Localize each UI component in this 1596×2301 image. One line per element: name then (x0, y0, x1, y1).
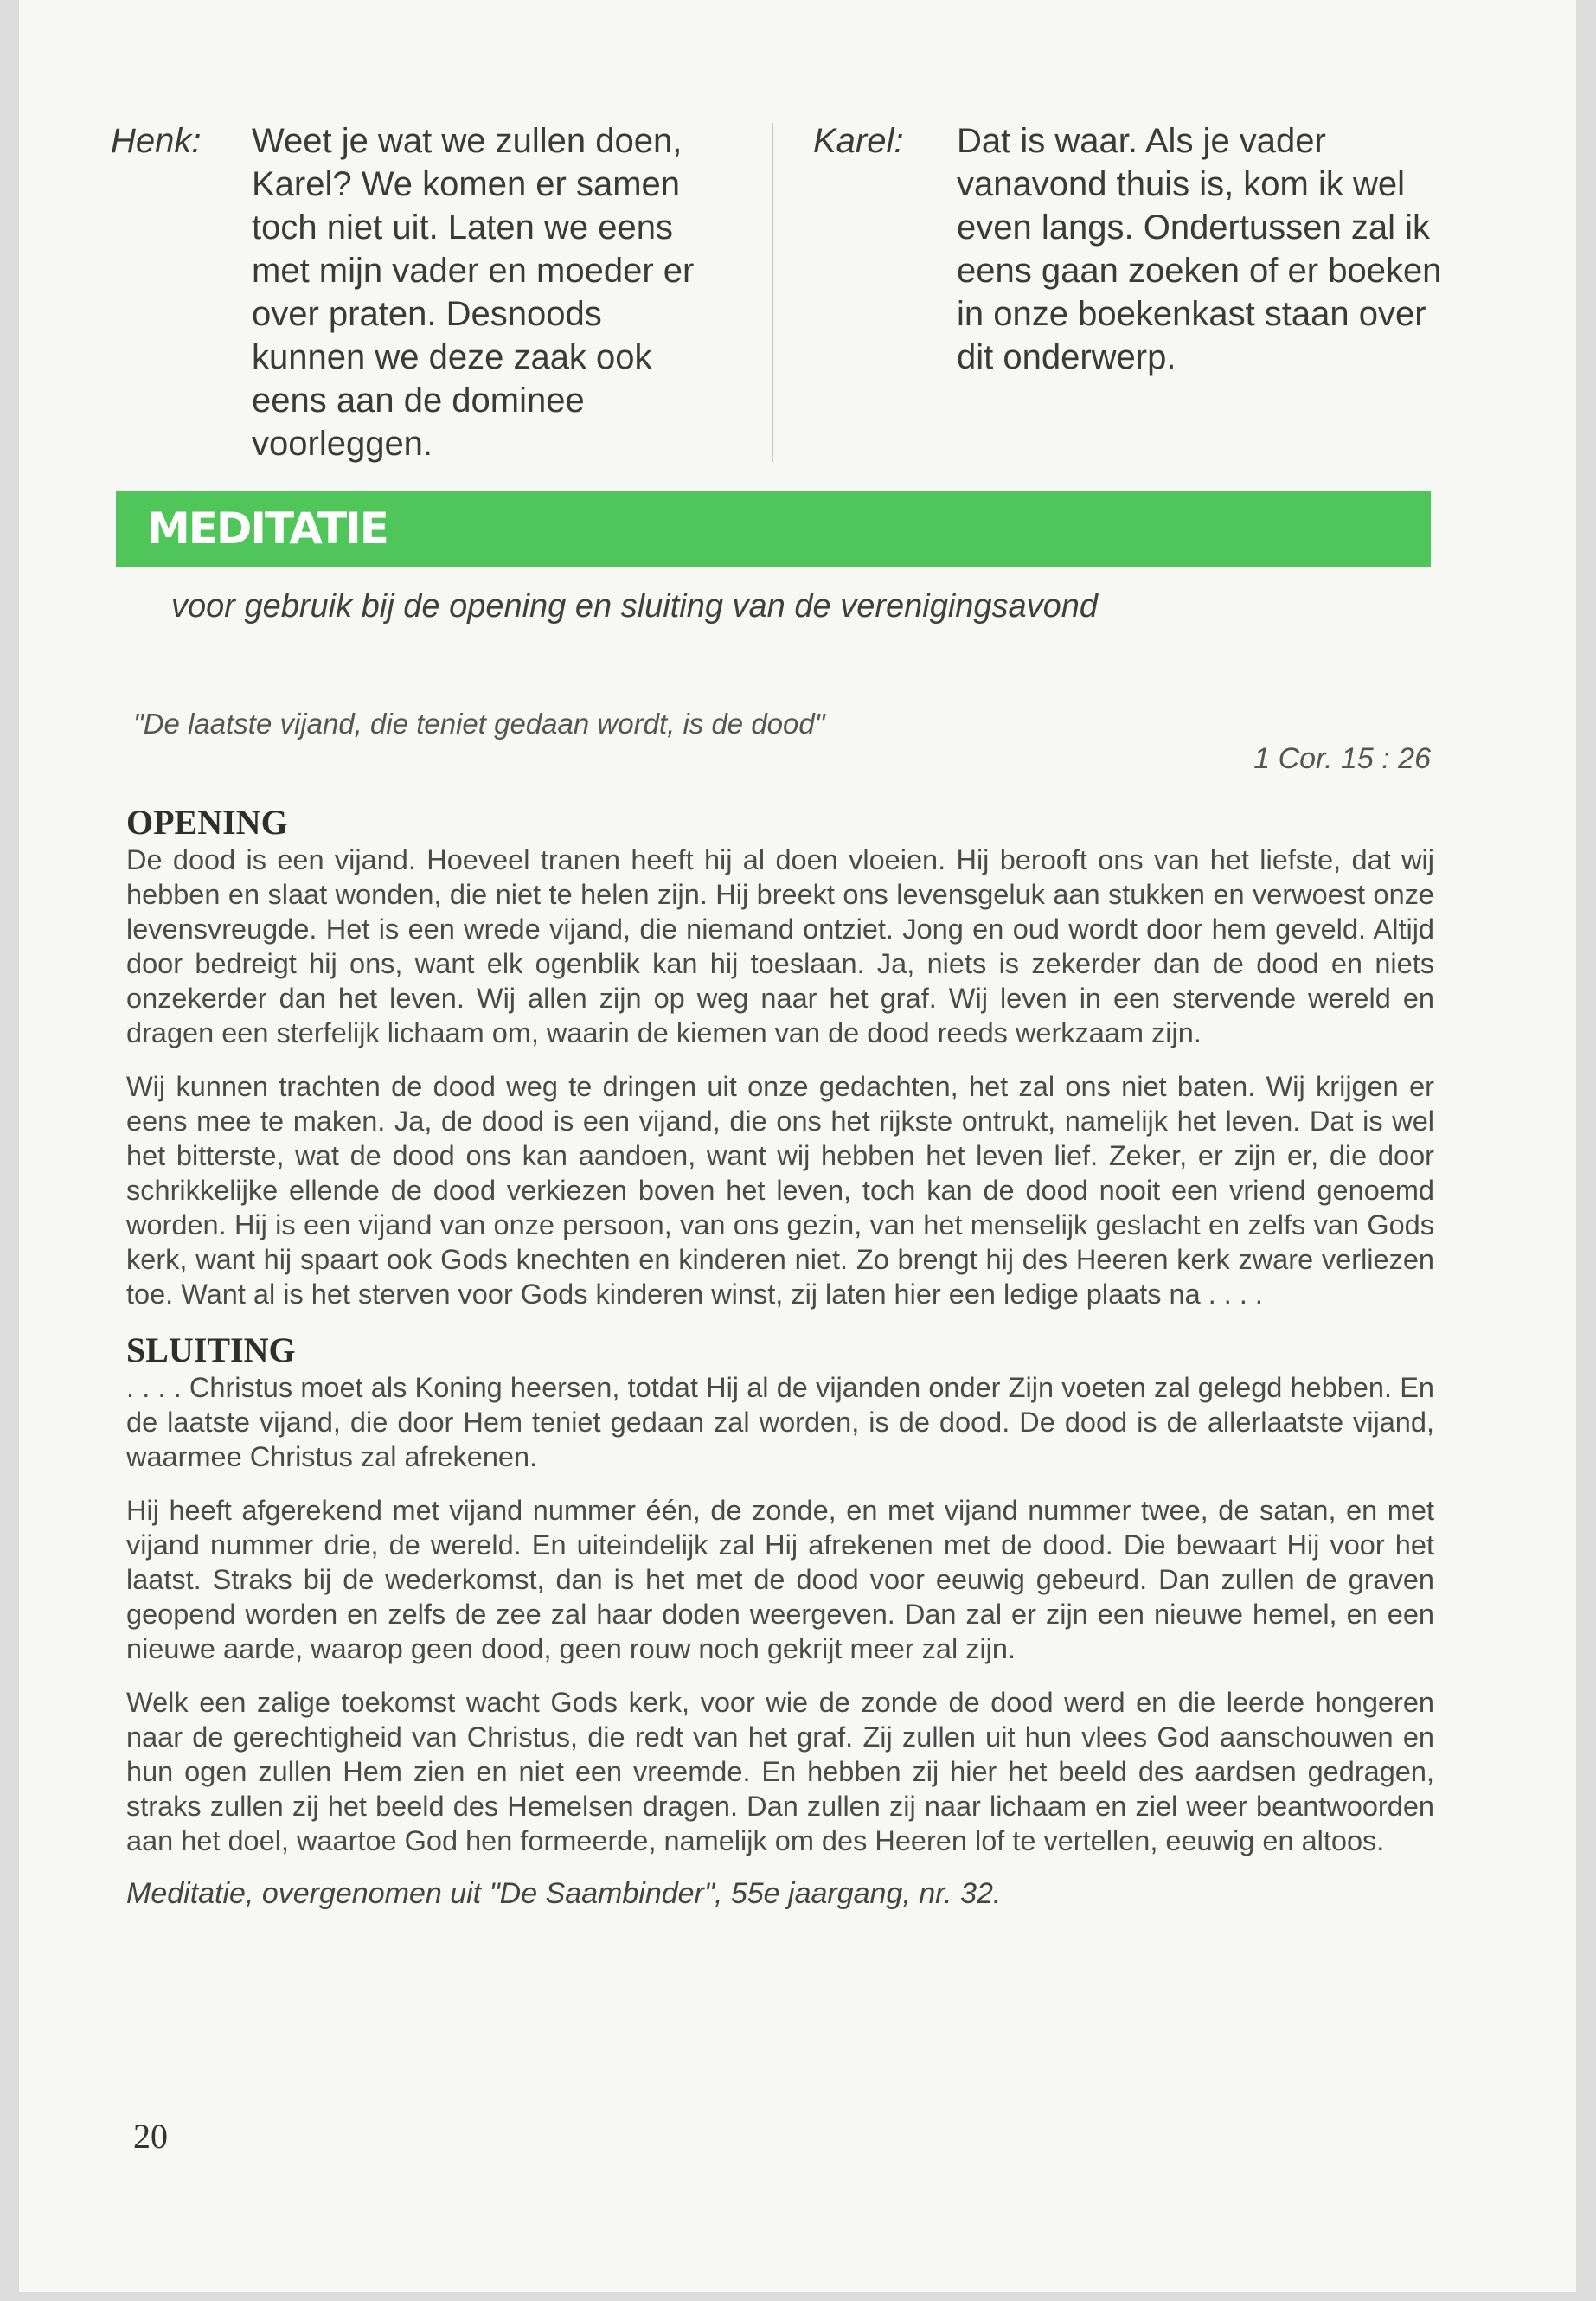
opening-heading: OPENING (126, 803, 288, 842)
page-number: 20 (133, 2117, 168, 2156)
paragraph: Welk een zalige toekomst wacht Gods kerk, voor wie de zonde de dood werd en die leerde hongeren naar de gerechtigheid van Christus, die redt van het graf. Zij zullen uit hun vlees God aanschouwen en hun ogen zullen Hem zien en niet een vreemde. En hebben zij hier het beeld des aardsen gedragen, straks zullen zij het beeld des Hemelsen dragen. Dan zullen zij naar lichaam en ziel weer beantwoorden aan het doel, waartoe God hen formeerde, namelijk om des Heeren lof te vertellen, eeuwig en altoos. (126, 1687, 1434, 1856)
speech-text: Weet je wat we zullen doen, Karel? We komen er samen toch niet uit. Laten we eens met mijn vader en moeder er over praten. Desnoods kunnen we deze zaak ook eens aan de dominee voorleggen. (252, 122, 695, 463)
bible-reference: 1 Cor. 15 : 26 (1253, 742, 1431, 775)
sluiting-heading: SLUITING (126, 1330, 296, 1369)
speaker-label: Henk: (111, 122, 202, 160)
banner-title: MEDITATIE (147, 503, 388, 554)
source-credit: Meditatie, overgenomen uit "De Saambinder", 55e jaargang, nr. 32. (126, 1877, 1002, 1910)
paragraph: . . . . Christus moet als Koning heersen, totdat Hij al de vijanden onder Zijn voeten zal gelegd hebben. En de laatste vijand, die door Hem teniet gedaan zal worden, is de dood. De dood is de allerlaatste vijand, waarmee Christus zal afrekenen. (126, 1372, 1434, 1472)
section-banner (116, 491, 1431, 567)
column-divider (772, 123, 773, 462)
meditation-body (126, 803, 1434, 1911)
dialogue-section (19, 119, 1576, 465)
paragraph: De dood is een vijand. Hoeveel tranen heeft hij al doen vloeien. Hij berooft ons van het liefste, dat wij hebben en slaat wonden, die niet te helen zijn. Hij breekt ons levensgeluk aan stukken en verwoest onze levensvreugde. Het is een wrede vijand, die niemand ontziet. Jong en oud wordt door hem geveld. Altijd door bedreigt hij ons, want elk ogenblik kan hij toeslaan. Ja, niets is zekerder dan de dood en niets onzekerder dan het leven. Wij allen zijn op weg naar het graf. Wij leven in een stervende wereld en dragen een sterfelijk lichaam om, waarin de kiemen van de dood reeds werkzaam zijn. (126, 844, 1434, 1048)
paragraph: Hij heeft afgerekend met vijand nummer één, de zonde, en met vijand nummer twee, de satan, en met vijand nummer drie, de wereld. En uiteindelijk zal Hij afrekenen met de dood. Die bewaart Hij voor het laatst. Straks bij de wederkomst, dan is het met de dood voor eeuwig gebeurd. Dan zullen de graven geopend worden en zelfs de zee zal haar doden weergeven. Dan zal er zijn een nieuwe hemel, en een nieuwe aarde, waarop geen dood, geen rouw noch gekrijt meer zal zijn. (126, 1495, 1434, 1664)
paragraph: Wij kunnen trachten de dood weg te dringen uit onze gedachten, het zal ons niet baten. Wij krijgen er eens mee te maken. Ja, de dood is een vijand, die ons het rijkste ontrukt, namelijk het leven. Dat is wel het bitterste, wat de dood ons kan aandoen, want wij hebben het leven lief. Zeker, er zijn er, die door schrikkelijke ellende de dood verkiezen boven het leven, toch kan de dood nooit een vriend genoemd worden. Hij is een vijand van onze persoon, van ons gezin, van het menselijk geslacht en zelfs van Gods kerk, want hij spaart ook Gods knechten en kinderen niet. Zo brengt hij des Heeren kerk zware verliezen toe. Want al is het sterven voor Gods kinderen winst, zij laten hier een ledige plaats na . . . . (126, 1071, 1434, 1310)
subtitle: voor gebruik bij de opening en sluiting van de verenigingsavond (171, 588, 1099, 625)
speech-text: Dat is waar. Als je vader vanavond thuis is, kom ik wel even langs. Ondertussen zal ik eens gaan zoeken of er boeken in onze boekenkast staan over dit onderwerp. (957, 122, 1442, 376)
page (19, 0, 1576, 2292)
speaker-label: Karel: (813, 122, 904, 160)
bible-quote: "De laatste vijand, die teniet gedaan wordt, is de dood" (133, 708, 825, 740)
